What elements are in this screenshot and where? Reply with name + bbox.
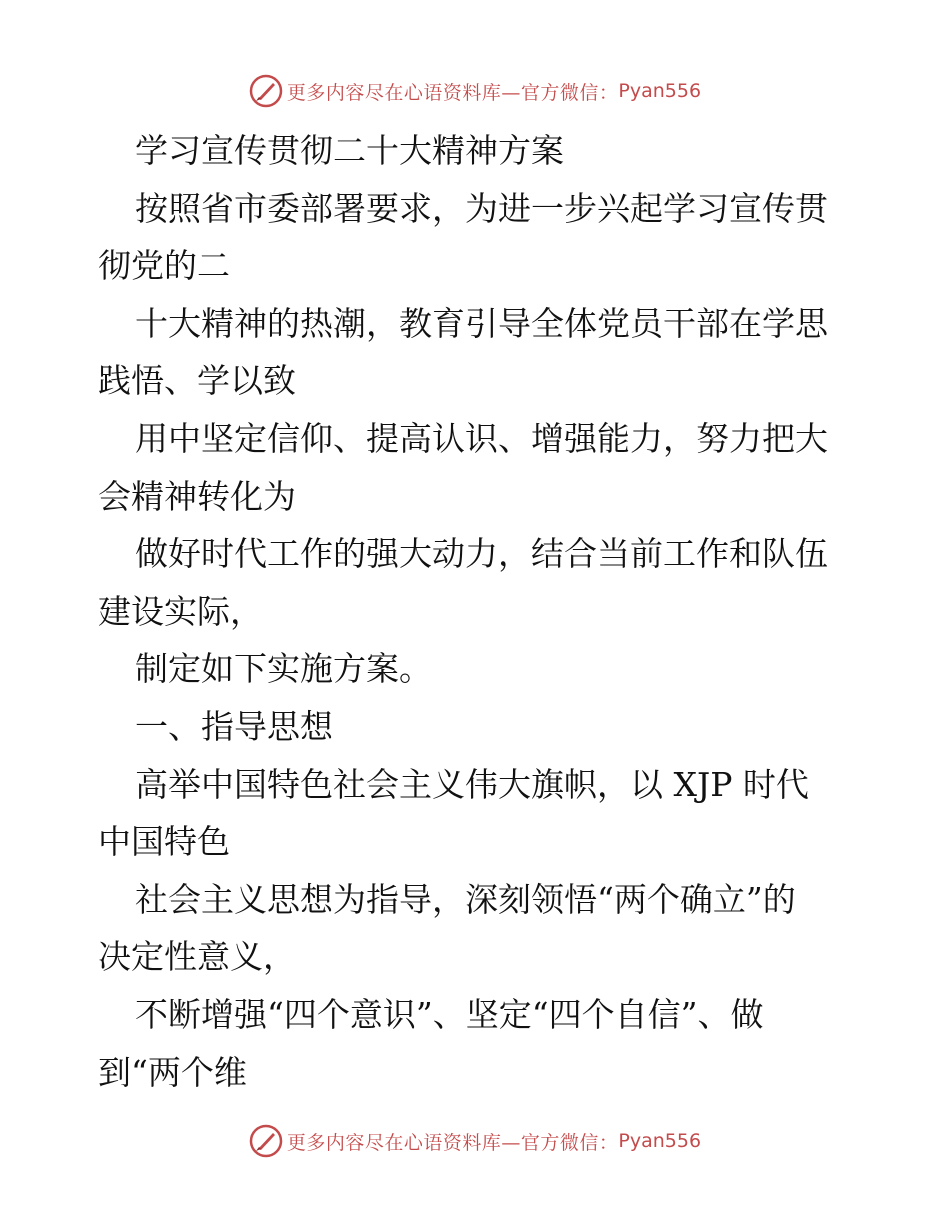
watermark-wechat-id: Pyan556 [618, 80, 702, 102]
text-line: 会精神转化为 [98, 476, 296, 516]
text-line: 中国特色 [98, 822, 230, 862]
text-line: 践悟、学以致 [98, 361, 296, 401]
watermark-text: 更多内容尽在心语资料库—官方微信： [286, 81, 619, 104]
text-line: 做好时代工作的强大动力，结合当前工作和队伍 [135, 534, 828, 574]
text-line: 不断增强“四个意识”、坚定“四个自信”、做 [135, 994, 764, 1034]
text-line: 决定性意义， [98, 937, 296, 977]
watermark-wechat-id: Pyan556 [618, 1130, 702, 1152]
text-line: 按照省市委部署要求，为进一步兴起学习宣传贯 [135, 188, 828, 228]
text-line: 社会主义思想为指导，深刻领悟“两个确立”的 [135, 879, 796, 919]
text-line: 彻党的二 [98, 246, 230, 286]
text-line: 高举中国特色社会主义伟大旗帜，以 XJP 时代 [135, 764, 809, 804]
watermark-header [0, 71, 950, 111]
text-line: 制定如下实施方案。 [135, 649, 432, 689]
watermark-footer [0, 1121, 950, 1161]
quill-logo-icon [249, 74, 283, 108]
document-body [98, 122, 858, 1101]
quill-logo-icon [249, 1124, 283, 1158]
text-line: 十大精神的热潮，教育引导全体党员干部在学思 [135, 303, 828, 343]
text-line: 建设实际， [98, 591, 263, 631]
text-line: 到“两个维 [98, 1052, 247, 1092]
text-line: 学习宣传贯彻二十大精神方案 [135, 131, 564, 170]
text-line: 用中坚定信仰、提高认识、增强能力，努力把大 [135, 418, 828, 458]
watermark-text: 更多内容尽在心语资料库—官方微信： [286, 1131, 619, 1154]
text-line: 一、指导思想 [135, 706, 333, 746]
